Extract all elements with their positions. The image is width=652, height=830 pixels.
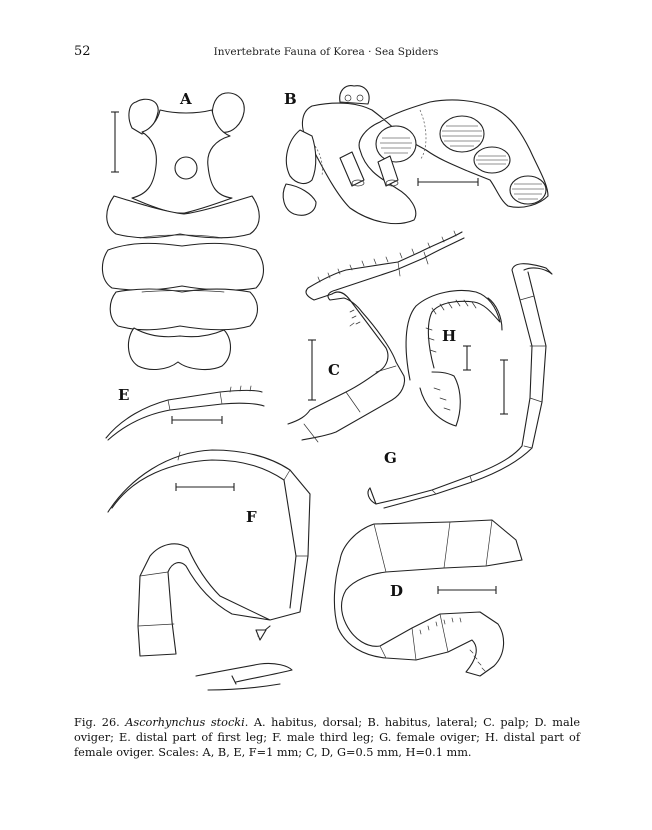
figure-caption [74,715,580,760]
caption-description: . A. habitus, dorsal; B. habitus, lateral; C. palp; D. male oviger; E. distal part of first leg; F. male third leg; G. female oviger; H. distal part of female oviger. Scales: A, B, E, F=1 mm; C, D, G=0.5 mm, H=0.1 mm. [74,716,581,759]
caption-prefix: Fig. 26. [74,716,126,729]
panel-label-h: H [442,327,457,345]
panel-g-drawing [368,264,552,508]
panel-d-drawing [334,520,522,676]
panel-label-c: C [328,361,340,379]
panel-label-g: G [384,449,397,467]
panel-label-e: E [118,386,130,404]
panel-e-drawing [106,386,264,440]
page-number: 52 [74,44,91,59]
panel-label-a: A [180,90,192,108]
panel-label-f: F [246,508,257,526]
running-head: Invertebrate Fauna of Korea · Sea Spiders [213,46,439,58]
caption-species-name: Ascorhynchus stocki [125,716,245,729]
panel-c-drawing [288,231,464,442]
panel-f-drawing [108,450,310,690]
panel-h-drawing [406,291,502,426]
panel-a-drawing [102,93,263,370]
panel-label-d: D [390,582,404,600]
panel-label-b: B [284,90,297,108]
panel-b-drawing [283,86,548,224]
